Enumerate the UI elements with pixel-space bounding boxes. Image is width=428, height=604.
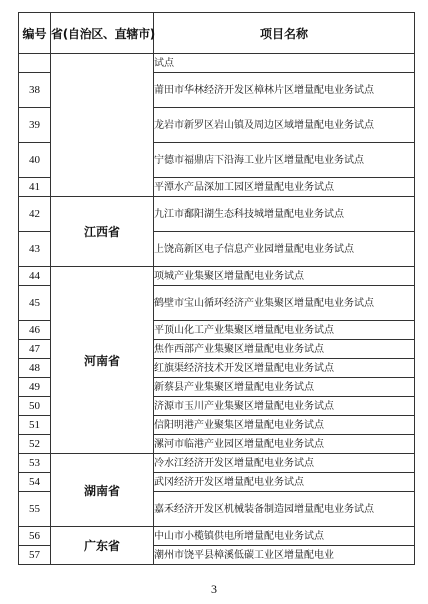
row-project-name: 冷水江经济开发区增量配电业务试点 [154, 454, 415, 473]
row-number: 52 [19, 435, 51, 454]
row-project-name: 龙岩市新罗区岩山镇及周边区域增量配电业务试点 [154, 108, 415, 143]
row-project-name: 项城产业集聚区增量配电业务试点 [154, 267, 415, 286]
row-number: 40 [19, 143, 51, 178]
row-project-name: 平潭水产品深加工园区增量配电业务试点 [154, 178, 415, 197]
table-row [19, 527, 415, 546]
row-project-name: 信阳明港产业聚集区增量配电业务试点 [154, 416, 415, 435]
row-number: 55 [19, 492, 51, 527]
row-number: 38 [19, 73, 51, 108]
province-cell-henan: 河南省 [51, 267, 154, 454]
row-number: 48 [19, 359, 51, 378]
table-row [19, 454, 415, 473]
header-province: 省(自治区、直辖市) [51, 13, 154, 54]
row-project-name: 新蔡县产业集聚区增量配电业务试点 [154, 378, 415, 397]
row-number: 43 [19, 232, 51, 267]
row-number [19, 54, 51, 73]
row-project-name: 红旗渠经济技术开发区增量配电业务试点 [154, 359, 415, 378]
row-number: 53 [19, 454, 51, 473]
row-project-name: 宁德市福鼎店下沿海工业片区增量配电业务试点 [154, 143, 415, 178]
row-project-name: 试点 [154, 54, 415, 73]
row-number: 41 [19, 178, 51, 197]
province-cell-jiangxi: 江西省 [51, 197, 154, 267]
row-project-name: 武冈经济开发区增量配电业务试点 [154, 473, 415, 492]
header-number: 编号 [19, 13, 51, 54]
row-number: 44 [19, 267, 51, 286]
page-number: 3 [211, 582, 217, 596]
row-project-name: 嘉禾经济开发区机械装备制造园增量配电业务试点 [154, 492, 415, 527]
row-project-name: 莆田市华林经济开发区樟林片区增量配电业务试点 [154, 73, 415, 108]
row-project-name: 九江市鄱阳湖生态科技城增量配电业务试点 [154, 197, 415, 232]
table-header-row [19, 13, 415, 54]
province-cell-hunan: 湖南省 [51, 454, 154, 527]
row-project-name: 鹤壁市宝山循环经济产业集聚区增量配电业务试点 [154, 286, 415, 321]
row-project-name: 潮州市饶平县樟溪低碳工业区增量配电业 [154, 546, 415, 565]
row-number: 39 [19, 108, 51, 143]
row-project-name: 焦作西部产业集聚区增量配电业务试点 [154, 340, 415, 359]
table-row [19, 267, 415, 286]
project-table [18, 12, 415, 565]
row-number: 57 [19, 546, 51, 565]
row-number: 54 [19, 473, 51, 492]
table-row [19, 197, 415, 232]
row-project-name: 中山市小榄镇供电所增量配电业务试点 [154, 527, 415, 546]
row-number: 46 [19, 321, 51, 340]
table-row [19, 54, 415, 73]
row-project-name: 上饶高新区电子信息产业园增量配电业务试点 [154, 232, 415, 267]
row-project-name: 济源市玉川产业集聚区增量配电业务试点 [154, 397, 415, 416]
province-cell-fujian-continued [51, 54, 154, 197]
header-project-name: 项目名称 [154, 13, 415, 54]
province-cell-guangdong: 广东省 [51, 527, 154, 565]
row-number: 47 [19, 340, 51, 359]
row-number: 51 [19, 416, 51, 435]
row-project-name: 漯河市临港产业园区增量配电业务试点 [154, 435, 415, 454]
row-number: 45 [19, 286, 51, 321]
row-number: 56 [19, 527, 51, 546]
row-number: 42 [19, 197, 51, 232]
row-project-name: 平顶山化工产业集聚区增量配电业务试点 [154, 321, 415, 340]
row-number: 49 [19, 378, 51, 397]
row-number: 50 [19, 397, 51, 416]
